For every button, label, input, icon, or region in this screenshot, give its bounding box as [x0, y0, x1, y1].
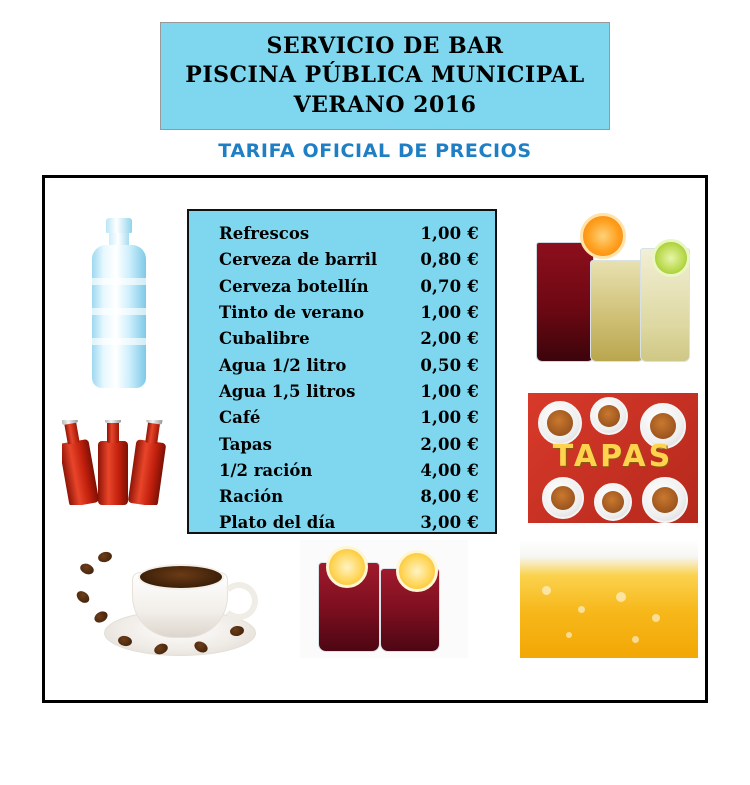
price-item-value: 1,00 €: [420, 381, 479, 401]
bubble-icon: [578, 606, 585, 613]
beer-bottle-icon: [128, 439, 167, 505]
poster-title-box: [160, 22, 610, 130]
price-item-value: 1,00 €: [420, 302, 479, 322]
lemonade-glass-icon: [590, 260, 644, 362]
price-row: [219, 484, 479, 510]
tapas-photo: [528, 393, 698, 523]
price-row: [219, 432, 479, 458]
tapas-bowl-icon: [594, 483, 632, 521]
price-item-value: 0,50 €: [420, 355, 479, 375]
price-list-panel: [187, 209, 497, 534]
poster-subtitle: TARIFA OFICIAL DE PRECIOS: [218, 140, 532, 162]
price-row: [219, 510, 479, 536]
beer-bottle-icon: [98, 441, 128, 505]
price-item-value: 0,80 €: [420, 250, 479, 270]
price-row: [219, 458, 479, 484]
coffee-cup-photo: [74, 540, 259, 660]
orange-slice-icon: [580, 213, 626, 259]
tapas-bowl-icon: [642, 477, 688, 523]
price-item-value: 1,00 €: [420, 408, 479, 428]
price-item-name: Cubalibre: [219, 329, 310, 349]
price-item-name: Refrescos: [219, 224, 310, 243]
price-item-value: 3,00 €: [420, 513, 479, 533]
beer-closeup-photo: [520, 540, 698, 658]
bubble-icon: [566, 632, 572, 638]
price-item-value: 4,00 €: [420, 460, 479, 480]
price-item-name: Café: [219, 408, 261, 428]
bottle-ring-icon: [92, 338, 146, 345]
tapas-bowl-icon: [590, 397, 628, 435]
beer-bottles-photo: [62, 420, 170, 505]
tapas-bowl-icon: [542, 477, 584, 519]
beer-bottle-icon: [62, 439, 99, 505]
bubble-icon: [632, 636, 639, 643]
cup-handle-icon: [220, 582, 258, 620]
title-line-3: VERANO 2016: [293, 91, 477, 118]
lemon-slice-icon: [326, 546, 368, 588]
price-item-value: 8,00 €: [420, 487, 479, 507]
price-row: [219, 247, 479, 273]
price-item-name: Tapas: [219, 434, 272, 454]
price-item-value: 1,00 €: [420, 224, 479, 243]
price-item-name: Cerveza de barril: [219, 250, 378, 270]
bottle-ring-icon: [92, 308, 146, 315]
lime-slice-icon: [652, 239, 690, 277]
price-item-name: Tinto de verano: [219, 302, 365, 322]
price-row: [219, 405, 479, 431]
water-bottle-photo: [80, 218, 158, 388]
bottle-cap-icon: [106, 218, 132, 233]
price-row: [219, 326, 479, 352]
tinto-glass-icon: [536, 242, 594, 362]
price-item-name: 1/2 ración: [219, 460, 313, 480]
price-item-name: Ración: [219, 487, 284, 507]
coffee-bean-icon: [79, 562, 96, 577]
price-item-name: Agua 1/2 litro: [219, 355, 347, 375]
bubble-icon: [652, 614, 660, 622]
bottle-body-icon: [92, 245, 146, 388]
cocktails-photo: [528, 205, 698, 370]
price-row: [219, 353, 479, 379]
bubble-icon: [616, 592, 626, 602]
price-item-name: Plato del día: [219, 513, 336, 533]
price-row: [219, 274, 479, 300]
sangria-glasses-photo: [300, 540, 468, 658]
price-row: [219, 221, 479, 247]
tapas-word-label: TAPAS: [552, 439, 674, 474]
title-line-1: SERVICIO DE BAR: [266, 33, 504, 60]
price-item-value: 2,00 €: [420, 329, 479, 349]
bottle-ring-icon: [92, 278, 146, 285]
coffee-surface-icon: [138, 564, 224, 590]
coffee-bean-icon: [97, 550, 113, 563]
price-item-value: 2,00 €: [420, 434, 479, 454]
price-item-name: Agua 1,5 litros: [219, 381, 356, 401]
bubble-icon: [542, 586, 551, 595]
lemon-slice-icon: [396, 550, 438, 592]
title-line-2: PISCINA PÚBLICA MUNICIPAL: [185, 62, 585, 89]
coffee-bean-icon: [92, 609, 109, 625]
price-row: [219, 300, 479, 326]
price-row: [219, 379, 479, 405]
price-item-value: 0,70 €: [420, 276, 479, 296]
price-item-name: Cerveza botellín: [219, 276, 369, 296]
coffee-bean-icon: [74, 589, 91, 606]
